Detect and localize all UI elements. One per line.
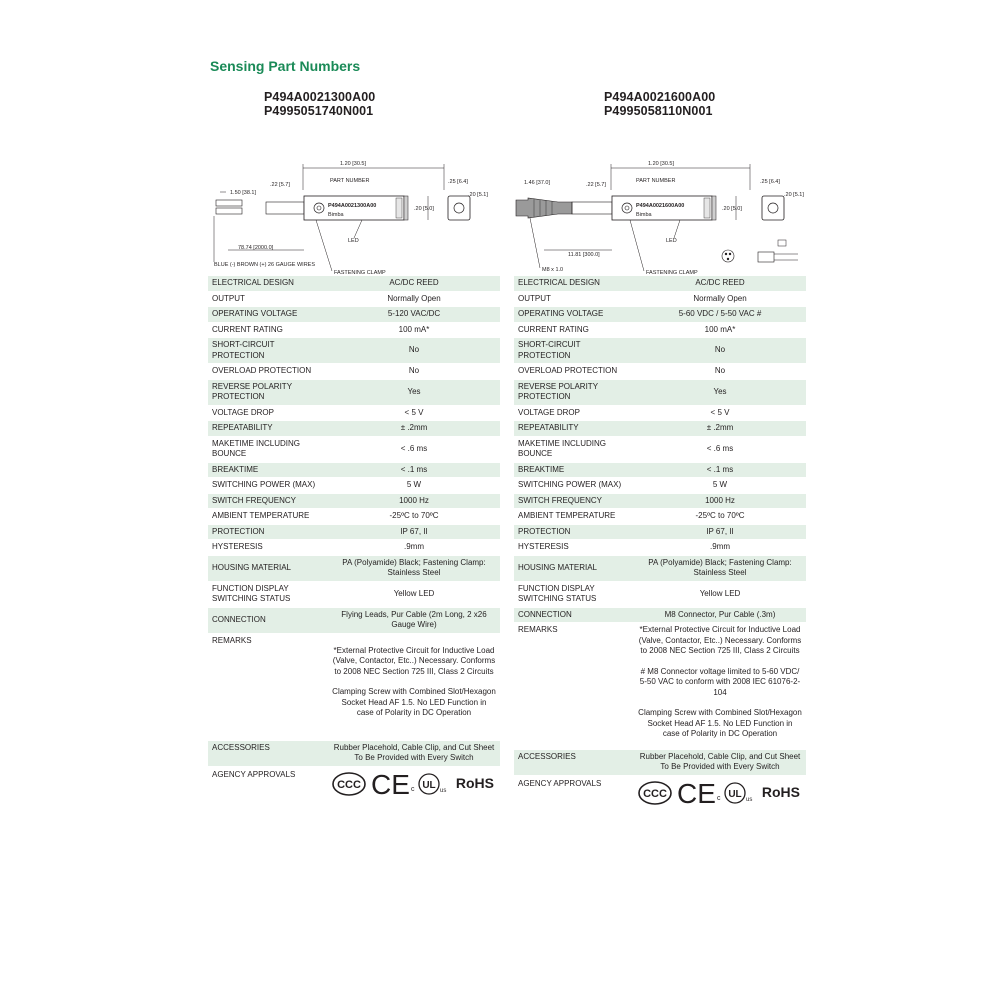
spec-row — [208, 540, 500, 556]
spec-value: 5-60 VDC / 5-50 VAC # — [634, 307, 806, 323]
dim-height: .20 [5.1] — [784, 192, 804, 198]
body-part-number: P494A0021300A00 — [328, 203, 377, 209]
svg-text:CCC: CCC — [643, 787, 667, 800]
right-spec-remarks — [514, 623, 806, 809]
spec-row — [514, 276, 806, 291]
spec-label: REPEATABILITY — [208, 421, 328, 437]
cul-us-logo-icon — [717, 780, 757, 806]
dim-body-height: .20 [5.0] — [722, 206, 742, 212]
spec-row — [208, 421, 500, 437]
spec-value: M8 Connector, Pur Cable (.3m) — [634, 607, 806, 623]
spec-value: AC/DC REED — [328, 276, 500, 291]
spec-row — [208, 581, 500, 607]
spec-label: MAKETIME INCLUDING BOUNCE — [208, 436, 328, 462]
spec-value: PA (Polyamide) Black; Fastening Clamp: Stainless Steel — [328, 555, 500, 581]
part-number-secondary: P4995051740N001 — [264, 104, 374, 118]
spec-row — [208, 478, 500, 494]
spec-value: No — [634, 338, 806, 364]
spec-row — [208, 364, 500, 380]
spec-value: ± .2mm — [634, 421, 806, 437]
spec-row — [208, 307, 500, 323]
spec-row — [208, 322, 500, 338]
svg-text:us: us — [745, 796, 752, 803]
spec-value: Yes — [328, 379, 500, 405]
spec-value: 100 mA* — [328, 322, 500, 338]
spec-value: No — [328, 364, 500, 380]
spec-label: CURRENT RATING — [208, 322, 328, 338]
spec-label: SHORT-CIRCUIT PROTECTION — [208, 338, 328, 364]
spec-row — [208, 509, 500, 525]
spec-row — [514, 555, 806, 581]
svg-text:UL: UL — [421, 779, 436, 791]
dim-width: .25 [6.4] — [448, 179, 468, 185]
spec-row — [208, 338, 500, 364]
wires-callout: BLUE (-) BROWN (+) 26 GAUGE WIRES — [214, 262, 315, 268]
spec-label: FUNCTION DISPLAY SWITCHING STATUS — [514, 581, 634, 607]
rohs-logo: RoHS — [455, 775, 494, 792]
spec-label: HYSTERESIS — [208, 540, 328, 556]
spec-row — [514, 540, 806, 556]
remark: Clamping Screw with Combined Slot/Hexagon Socket Head AF 1.5. No LED Function in case of Polarity in DC Operation — [332, 687, 496, 717]
spec-label: CONNECTION — [514, 607, 634, 623]
dim-lead-stub: 1.50 [38.1] — [230, 190, 256, 196]
remark: *External Protective Circuit for Inductive Load (Valve, Contactor, Etc..) Necessary. Conforms to 2008 NEC Section 725 III, Class 2 Circuits — [332, 645, 496, 676]
left-sensor-svg — [208, 128, 500, 276]
spec-label: SWITCHING POWER (MAX) — [208, 478, 328, 494]
ce-logo-icon — [677, 777, 717, 809]
part-number-secondary: P4995058110N001 — [604, 104, 713, 118]
spec-value: < .6 ms — [328, 436, 500, 462]
spec-label: OVERLOAD PROTECTION — [514, 364, 634, 380]
spec-value: IP 67, II — [328, 524, 500, 540]
spec-value: AC/DC REED — [634, 276, 806, 291]
section-title: Sensing Part Numbers — [210, 58, 361, 74]
spec-row — [208, 462, 500, 478]
led-callout: LED — [666, 238, 677, 244]
svg-text:CCC: CCC — [337, 778, 361, 791]
spec-row — [208, 276, 500, 291]
spec-value: Yellow LED — [634, 581, 806, 607]
dim-body-height: .20 [5.0] — [414, 206, 434, 212]
rohs-logo: RoHS — [761, 784, 800, 801]
spec-label: SHORT-CIRCUIT PROTECTION — [514, 338, 634, 364]
spec-value: IP 67, II — [634, 524, 806, 540]
spec-value: < 5 V — [634, 405, 806, 421]
approvals-label: AGENCY APPROVALS — [212, 769, 296, 779]
spec-row — [514, 607, 806, 623]
spec-value: < .1 ms — [328, 462, 500, 478]
spec-value: 5 W — [328, 478, 500, 494]
ccc-logo-icon — [638, 781, 672, 805]
spec-row — [514, 524, 806, 540]
left-sensor-drawing — [208, 128, 500, 276]
left-spec-remarks — [208, 634, 500, 800]
spec-label: REPEATABILITY — [514, 421, 634, 437]
spec-row — [208, 436, 500, 462]
spec-value: No — [328, 338, 500, 364]
spec-row — [514, 478, 806, 494]
spec-row — [514, 421, 806, 437]
spec-row — [514, 338, 806, 364]
remarks-content — [634, 623, 806, 750]
spec-value: < .1 ms — [634, 462, 806, 478]
spec-row — [208, 493, 500, 509]
spec-value: -25ºC to 70ºC — [328, 509, 500, 525]
svg-text:c: c — [410, 785, 415, 793]
approval-logos — [638, 779, 802, 807]
spec-label: OVERLOAD PROTECTION — [208, 364, 328, 380]
spec-value: .9mm — [328, 540, 500, 556]
spec-label: MAKETIME INCLUDING BOUNCE — [514, 436, 634, 462]
remarks-label: REMARKS — [212, 635, 252, 645]
spec-value: Yes — [634, 379, 806, 405]
spec-label: ELECTRICAL DESIGN — [514, 276, 634, 291]
dim-cable: 11.81 [300.0] — [568, 252, 600, 258]
spec-label: OPERATING VOLTAGE — [514, 307, 634, 323]
spec-row — [514, 462, 806, 478]
spec-label: HOUSING MATERIAL — [208, 555, 328, 581]
left-part-numbers — [264, 90, 500, 118]
svg-text:CE: CE — [677, 777, 717, 809]
part-number-callout: PART NUMBER — [330, 178, 370, 184]
dim-connector: 1.46 [37.0] — [524, 180, 550, 186]
accessories-value: Rubber Placehold, Cable Clip, and Cut Sheet To Be Provided with Every Switch — [328, 741, 500, 766]
approvals-logos — [634, 775, 806, 809]
approval-logos — [332, 770, 496, 798]
accessories-value: Rubber Placehold, Cable Clip, and Cut Sheet To Be Provided with Every Switch — [634, 750, 806, 775]
ce-logo-icon — [371, 768, 411, 800]
spec-row — [208, 291, 500, 307]
spec-label: AMBIENT TEMPERATURE — [514, 509, 634, 525]
spec-label: ELECTRICAL DESIGN — [208, 276, 328, 291]
spec-value: ± .2mm — [328, 421, 500, 437]
spec-value: 5-120 VAC/DC — [328, 307, 500, 323]
body-brand: Bimba — [328, 212, 344, 218]
left-column — [208, 90, 500, 800]
spec-value: Yellow LED — [328, 581, 500, 607]
right-part-numbers — [604, 90, 806, 118]
spec-label: AMBIENT TEMPERATURE — [208, 509, 328, 525]
spec-label: CONNECTION — [208, 607, 328, 633]
part-number-primary: P494A0021300A00 — [264, 90, 376, 104]
spec-value: 100 mA* — [634, 322, 806, 338]
approvals-label: AGENCY APPROVALS — [518, 778, 602, 788]
spec-label: HOUSING MATERIAL — [514, 555, 634, 581]
dim-clamp-offset: .22 [5.7] — [586, 182, 606, 188]
spec-row — [514, 291, 806, 307]
spec-value: -25ºC to 70ºC — [634, 509, 806, 525]
spec-value: 1000 Hz — [634, 493, 806, 509]
spec-value: Normally Open — [634, 291, 806, 307]
spec-label: VOLTAGE DROP — [514, 405, 634, 421]
spec-row — [514, 493, 806, 509]
spec-label: SWITCH FREQUENCY — [514, 493, 634, 509]
spec-row — [514, 581, 806, 607]
spec-row — [514, 405, 806, 421]
spec-value: 1000 Hz — [328, 493, 500, 509]
spec-value: .9mm — [634, 540, 806, 556]
spec-label: BREAKTIME — [208, 462, 328, 478]
spec-label: PROTECTION — [208, 524, 328, 540]
spec-label: OPERATING VOLTAGE — [208, 307, 328, 323]
dim-clamp-offset: .22 [5.7] — [270, 182, 290, 188]
part-number-callout: PART NUMBER — [636, 178, 676, 184]
spec-label: OUTPUT — [208, 291, 328, 307]
spec-row — [208, 607, 500, 633]
spec-label: VOLTAGE DROP — [208, 405, 328, 421]
spec-label: OUTPUT — [514, 291, 634, 307]
dim-height: .20 [5.1] — [468, 192, 488, 198]
spec-row — [514, 436, 806, 462]
ccc-logo-icon — [332, 772, 366, 796]
remarks-content — [328, 634, 500, 741]
spec-label: HYSTERESIS — [514, 540, 634, 556]
remark: Clamping Screw with Combined Slot/Hexagon Socket Head AF 1.5. No LED Function in case of Polarity in DC Operation — [638, 708, 802, 738]
spec-row — [208, 555, 500, 581]
dim-width: .25 [6.4] — [760, 179, 780, 185]
spec-row — [514, 509, 806, 525]
connector-callout: M8 x 1.0 — [542, 267, 564, 273]
spec-value: < .6 ms — [634, 436, 806, 462]
led-callout: LED — [348, 238, 359, 244]
spec-row — [208, 379, 500, 405]
accessories-label: ACCESSORIES — [208, 741, 328, 766]
spec-value: Flying Leads, Pur Cable (2m Long, 2 x26 Gauge Wire) — [328, 607, 500, 633]
right-column — [514, 90, 806, 809]
dim-length: 1.20 [30.5] — [340, 161, 366, 167]
remarks-label: REMARKS — [518, 625, 558, 634]
spec-value: PA (Polyamide) Black; Fastening Clamp: Stainless Steel — [634, 555, 806, 581]
spec-row — [208, 405, 500, 421]
spec-label: BREAKTIME — [514, 462, 634, 478]
spec-row — [208, 524, 500, 540]
svg-text:CE: CE — [371, 768, 411, 800]
right-sensor-drawing — [514, 128, 806, 276]
cul-us-logo-icon — [411, 771, 451, 797]
spec-row — [514, 307, 806, 323]
spec-value: < 5 V — [328, 405, 500, 421]
spec-value: Normally Open — [328, 291, 500, 307]
body-part-number: P494A0021600A00 — [636, 203, 685, 209]
spec-label: SWITCHING POWER (MAX) — [514, 478, 634, 494]
accessories-label: ACCESSORIES — [514, 750, 634, 775]
right-spec-table — [514, 276, 806, 623]
spec-row — [514, 322, 806, 338]
svg-text:us: us — [439, 787, 446, 794]
svg-text:c: c — [716, 794, 721, 802]
spec-label: REVERSE POLARITY PROTECTION — [208, 379, 328, 405]
remark: # M8 Connector voltage limited to 5-60 VDC/ 5-50 VAC to conform with 2008 IEC 61076-2-104 — [639, 666, 801, 697]
spec-label: PROTECTION — [514, 524, 634, 540]
spec-row — [514, 364, 806, 380]
spec-row — [514, 379, 806, 405]
spec-label: SWITCH FREQUENCY — [208, 493, 328, 509]
approvals-logos — [328, 766, 500, 800]
remark: *External Protective Circuit for Inductive Load (Valve, Contactor, Etc..) Necessary. Conforms to 2008 NEC Section 725 III, Class 2 Circuits — [638, 625, 802, 655]
spec-label: FUNCTION DISPLAY SWITCHING STATUS — [208, 581, 328, 607]
clamp-callout: FASTENING CLAMP — [646, 270, 698, 276]
spec-value: No — [634, 364, 806, 380]
clamp-callout: FASTENING CLAMP — [334, 270, 386, 276]
spec-label: REVERSE POLARITY PROTECTION — [514, 379, 634, 405]
spec-value: 5 W — [634, 478, 806, 494]
svg-text:UL: UL — [727, 788, 742, 800]
spec-label: CURRENT RATING — [514, 322, 634, 338]
part-number-primary: P494A0021600A00 — [604, 90, 716, 104]
right-sensor-svg — [514, 128, 806, 276]
left-spec-table — [208, 276, 500, 634]
dim-length: 1.20 [30.5] — [648, 161, 674, 167]
body-brand: Bimba — [636, 212, 652, 218]
dim-cable: 78.74 [2000.0] — [238, 245, 274, 251]
